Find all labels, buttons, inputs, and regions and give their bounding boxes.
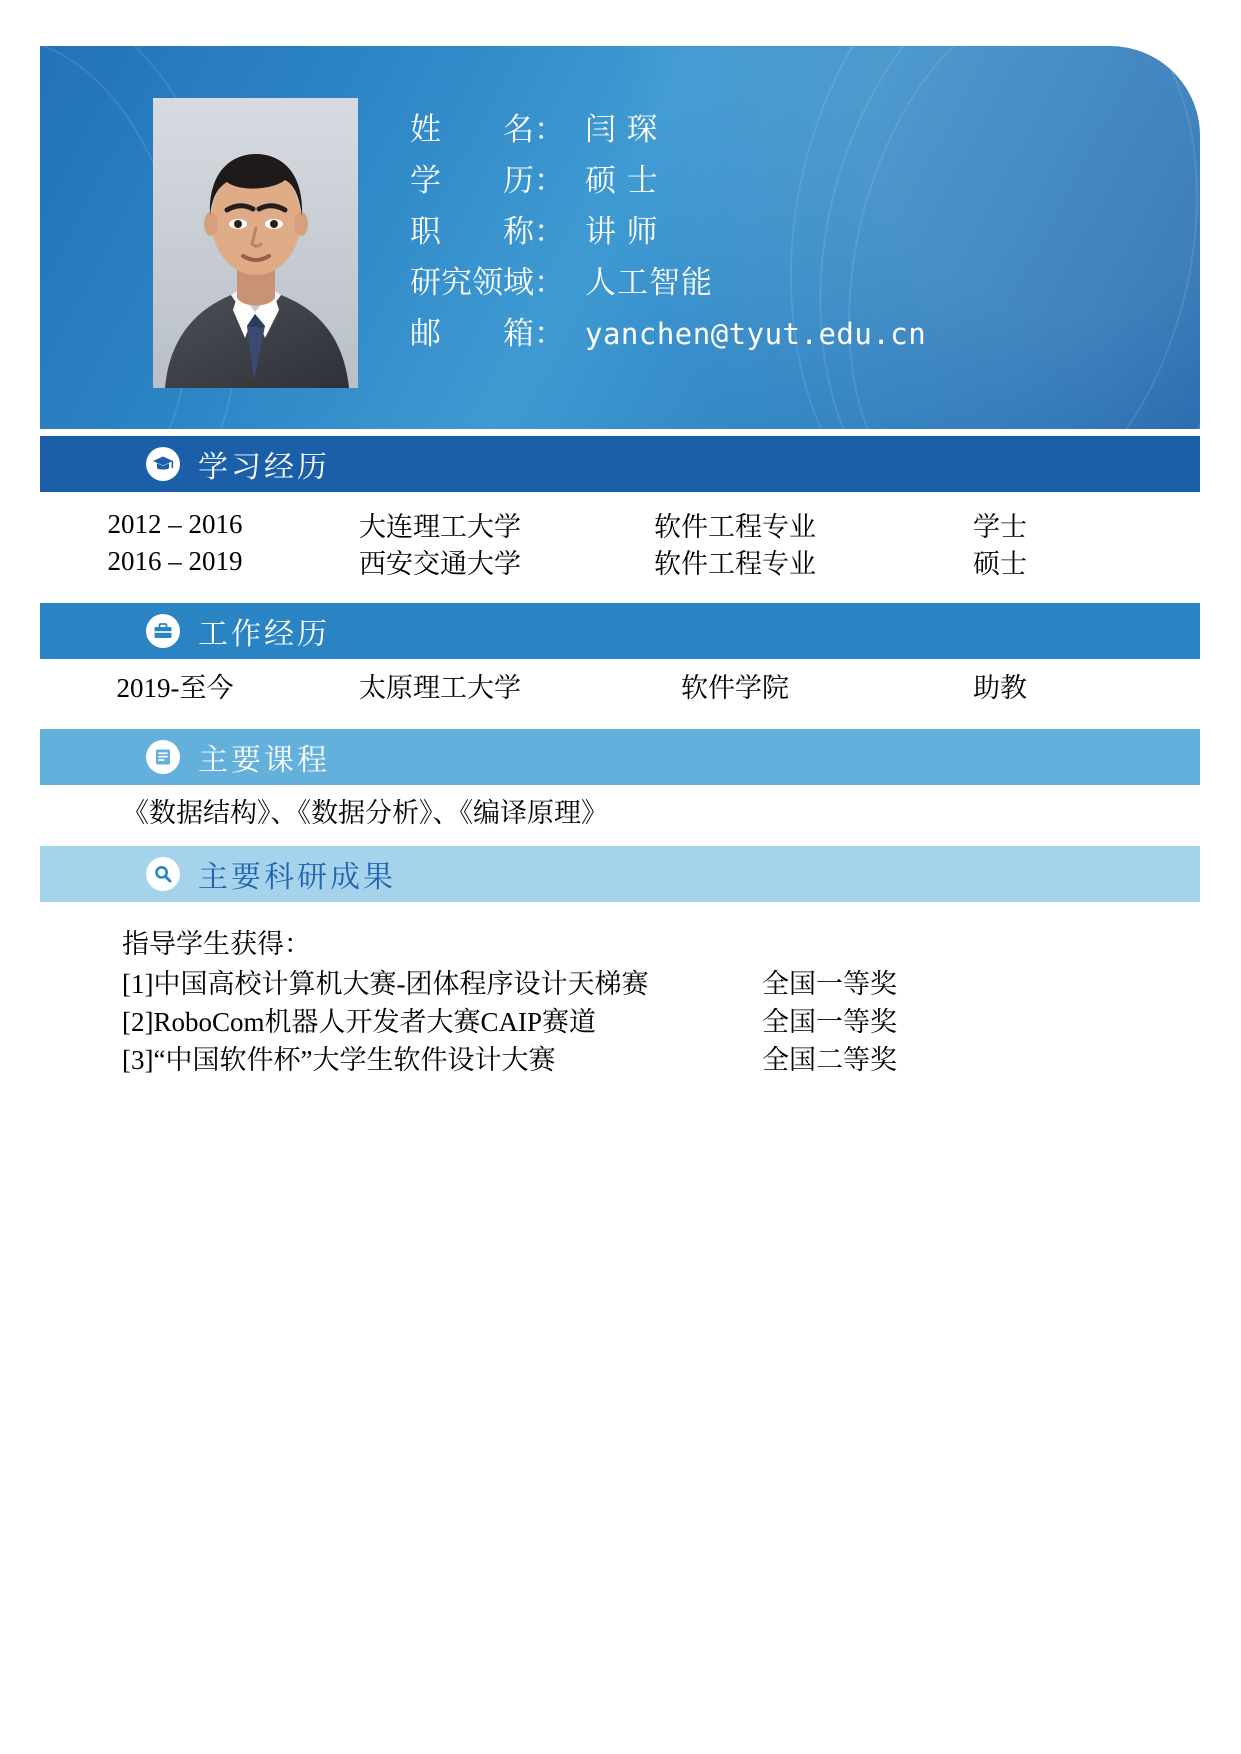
research-lead: 指导学生获得： bbox=[122, 929, 311, 959]
briefcase-icon bbox=[146, 614, 180, 648]
section-title-courses: 主要课程 bbox=[198, 744, 330, 777]
education-degree: 学士 bbox=[973, 512, 1027, 542]
info-value: 闫 琛 bbox=[585, 112, 659, 147]
education-org: 西安交通大学 bbox=[359, 549, 521, 579]
achievement-prize: 全国一等奖 bbox=[762, 969, 897, 999]
courses-text: 《数据结构》、《数据分析》、《编译原理》 bbox=[122, 798, 608, 828]
section-header-courses bbox=[40, 729, 1200, 785]
achievement-text: [3]“中国软件杯”大学生软件设计大赛 bbox=[122, 1045, 556, 1075]
achievement-prize: 全国二等奖 bbox=[762, 1045, 897, 1075]
education-org: 大连理工大学 bbox=[359, 512, 521, 542]
research-content bbox=[122, 925, 1122, 1079]
table-row bbox=[40, 506, 1200, 543]
section-title-research: 主要科研成果 bbox=[198, 861, 396, 894]
achievement-text: [1]中国高校计算机大赛-团体程序设计天梯赛 bbox=[122, 969, 649, 999]
profile-info-list bbox=[410, 104, 926, 359]
education-major: 软件工程专业 bbox=[654, 549, 816, 579]
education-table bbox=[40, 506, 1200, 580]
section-title-education: 学习经历 bbox=[198, 451, 330, 484]
profile-header bbox=[40, 46, 1200, 429]
education-major: 软件工程专业 bbox=[654, 512, 816, 542]
section-title-work: 工作经历 bbox=[198, 618, 330, 651]
list-item bbox=[122, 1003, 1122, 1041]
education-date: 2012 – 2016 bbox=[107, 509, 243, 539]
info-label: 邮 箱： bbox=[410, 316, 565, 351]
section-header-work bbox=[40, 603, 1200, 659]
education-date: 2016 – 2019 bbox=[107, 546, 243, 576]
education-degree: 硕士 bbox=[973, 549, 1027, 579]
email-value: yanchen@tyut.edu.cn bbox=[585, 317, 927, 351]
search-icon bbox=[146, 857, 180, 891]
info-value: 硕 士 bbox=[585, 163, 659, 198]
info-row-degree bbox=[410, 155, 926, 206]
work-department: 软件学院 bbox=[681, 673, 789, 703]
info-label: 学 历： bbox=[410, 163, 565, 198]
achievement-prize: 全国一等奖 bbox=[762, 1007, 897, 1037]
info-value: 人工智能 bbox=[585, 265, 713, 300]
section-header-research bbox=[40, 846, 1200, 902]
work-role: 助教 bbox=[973, 673, 1027, 703]
info-row-email bbox=[410, 308, 926, 359]
info-row-research-field bbox=[410, 257, 926, 308]
avatar bbox=[153, 98, 358, 388]
section-header-education bbox=[40, 436, 1200, 492]
info-label: 姓 名： bbox=[410, 112, 565, 147]
achievement-text: [2]RoboCom机器人开发者大赛CAIP赛道 bbox=[122, 1007, 597, 1037]
info-label: 职 称： bbox=[410, 214, 565, 249]
table-row bbox=[40, 543, 1200, 580]
info-row-title bbox=[410, 206, 926, 257]
list-item bbox=[122, 1041, 1122, 1079]
list-item bbox=[122, 965, 1122, 1003]
table-row bbox=[40, 667, 1200, 704]
info-value: 讲 师 bbox=[585, 214, 659, 249]
graduation-cap-icon bbox=[146, 447, 180, 481]
info-label: 研究领域： bbox=[410, 265, 565, 300]
work-date: 2019-至今 bbox=[116, 673, 234, 703]
work-org: 太原理工大学 bbox=[359, 673, 521, 703]
book-icon bbox=[146, 740, 180, 774]
info-row-name bbox=[410, 104, 926, 155]
work-table bbox=[40, 667, 1200, 704]
